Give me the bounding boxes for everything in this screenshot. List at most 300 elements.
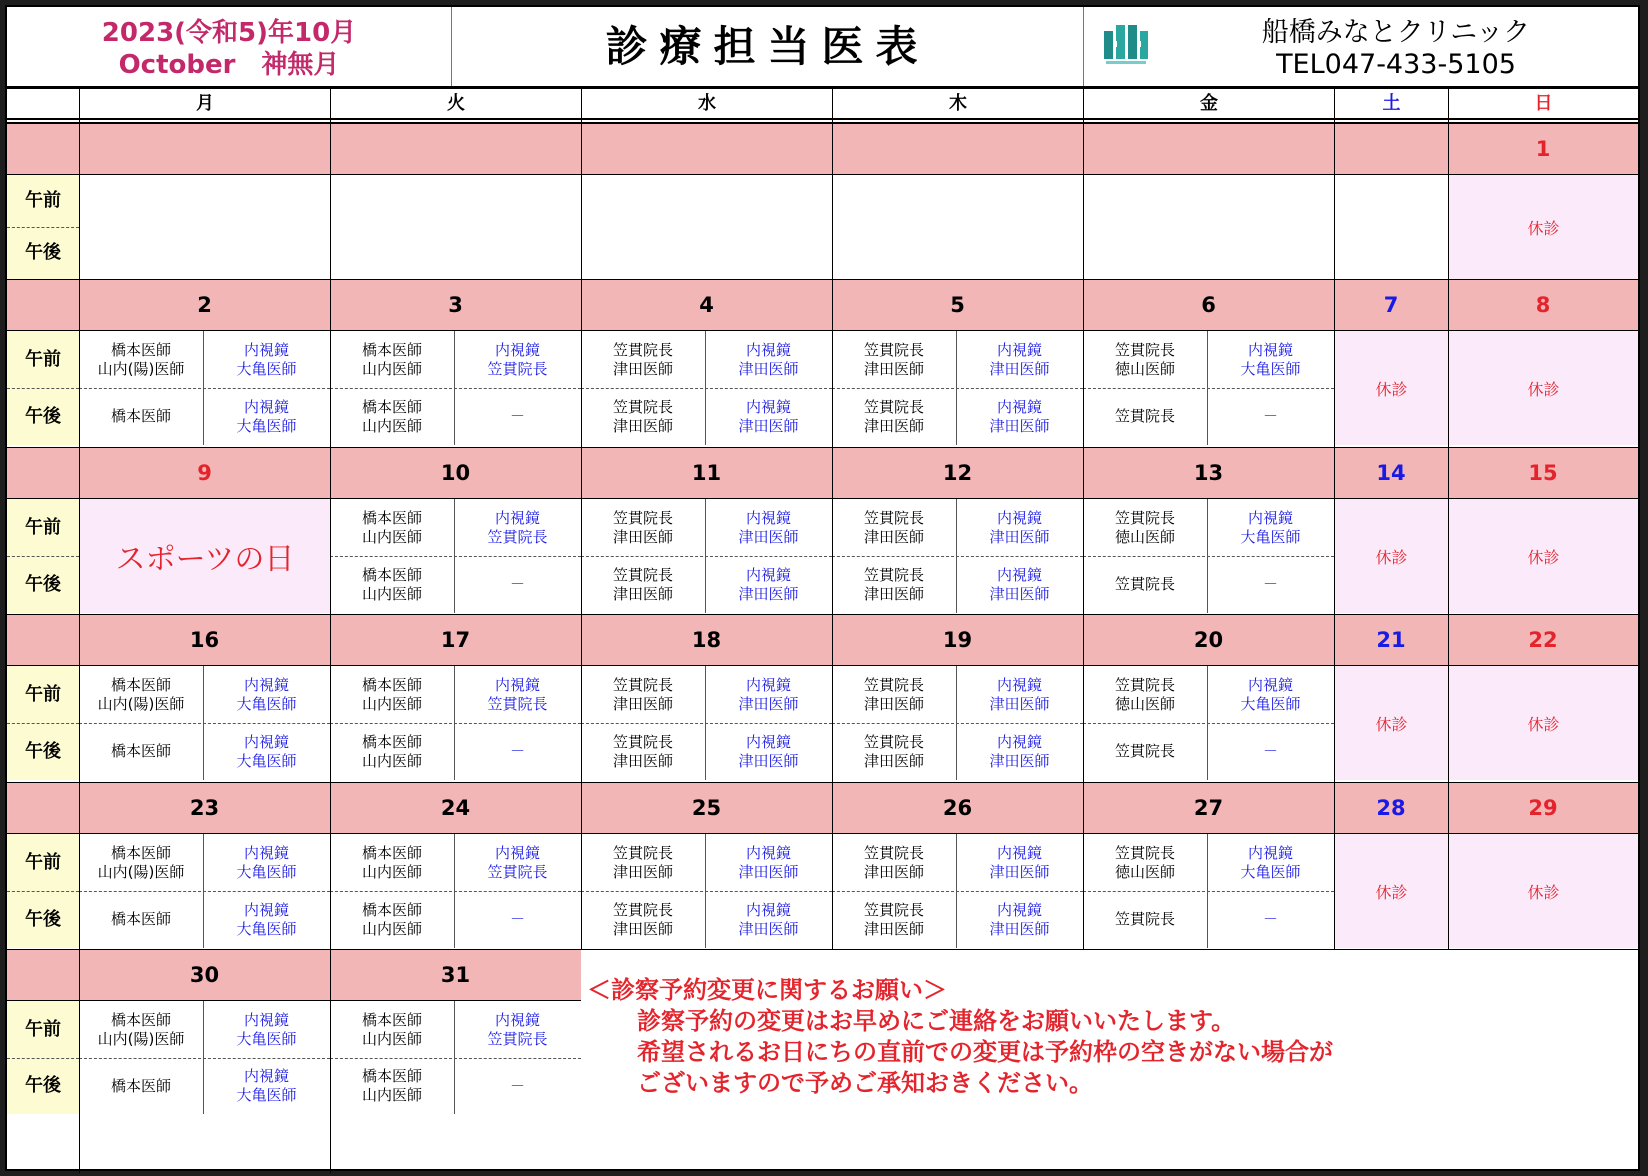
cell-line: 内視鏡 [996, 900, 1042, 919]
doctor-cell [1083, 499, 1207, 556]
cell-line: 津田医師 [863, 359, 924, 378]
cell-line: 山内医師 [361, 359, 422, 378]
cell-line: 内視鏡 [494, 843, 540, 862]
endoscopy-cell [203, 723, 330, 780]
doctor-cell [581, 556, 705, 613]
cell-line: 大亀医師 [236, 919, 297, 938]
notice-line: ございますので予めご承知おきください。 [637, 1069, 1093, 1097]
cell-line: 内視鏡 [243, 1067, 289, 1085]
am-label: 午前 [7, 666, 79, 723]
row-divider [7, 723, 79, 724]
day-number [330, 123, 581, 175]
cell-line: 笠貫院長 [1114, 508, 1175, 527]
endoscopy-cell [1207, 723, 1334, 780]
column-line [79, 89, 80, 1173]
cell-line: 笠貫院長 [612, 675, 673, 694]
doctor-cell [330, 556, 454, 613]
cell-line: 内視鏡 [1247, 340, 1293, 359]
cell-line: 内視鏡 [996, 508, 1042, 527]
day-number: 10 [440, 461, 471, 485]
doctor-cell [330, 331, 454, 388]
cell-line: 山内(陽)医師 [97, 862, 185, 881]
cell-line: 内視鏡 [494, 508, 540, 527]
endoscopy-cell [956, 723, 1083, 780]
doctor-cell [79, 834, 203, 891]
cell-line: 山内医師 [361, 527, 422, 546]
endoscopy-cell [956, 388, 1083, 445]
doctor-cell [79, 891, 203, 948]
doctor-cell [832, 331, 956, 388]
cell-line: 大亀医師 [236, 1029, 297, 1048]
cell-line: 津田医師 [989, 919, 1050, 938]
cell-line: 津田医師 [738, 862, 799, 881]
cell-line: 笠貫院長 [1114, 843, 1175, 862]
cell-line: 山内医師 [361, 584, 422, 603]
doctor-cell [330, 499, 454, 556]
doctor-cell [1083, 666, 1207, 723]
cell-line: 橋本医師 [361, 843, 422, 862]
cell-line: 笠貫院長 [863, 340, 924, 359]
day-number: 23 [189, 796, 220, 820]
closed-cell: 休診 [1449, 175, 1638, 279]
doctor-cell [832, 556, 956, 613]
cell-line: 津田医師 [989, 751, 1050, 770]
cell-line: 橋本医師 [361, 565, 422, 584]
cell-line: 笠貫院長 [487, 359, 548, 378]
notice-box [587, 975, 1333, 1099]
weekday-header: 金 [1083, 89, 1334, 118]
cell-line: 津田医師 [863, 919, 924, 938]
cell-line: 笠貫院長 [612, 397, 673, 416]
column-line [1334, 89, 1335, 949]
closed-cell: 休診 [1335, 834, 1448, 948]
cell-line: 津田医師 [989, 584, 1050, 603]
cell-line: 徳山医師 [1114, 527, 1175, 546]
cell-line: 笠貫院長 [1114, 910, 1175, 928]
day-number: 22 [1528, 628, 1558, 652]
pm-label: 午後 [7, 227, 79, 279]
day-number: 17 [440, 628, 471, 652]
doctor-cell [1083, 556, 1207, 613]
day-number: 4 [699, 293, 714, 317]
day-number: 20 [1193, 628, 1224, 652]
endoscopy-cell [454, 666, 581, 723]
cell-line: 津田医師 [612, 862, 673, 881]
endoscopy-cell [956, 666, 1083, 723]
am-label: 午前 [7, 175, 79, 227]
cell-line: 橋本医師 [110, 675, 171, 694]
cell-line: 笠貫院長 [1114, 675, 1175, 694]
day-number: 14 [1376, 461, 1406, 485]
endoscopy-cell [1207, 666, 1334, 723]
cell-line: 津田医師 [863, 862, 924, 881]
doctor-cell [330, 834, 454, 891]
day-number: 13 [1193, 461, 1224, 485]
row-divider [7, 949, 1638, 950]
doctor-cell [832, 388, 956, 445]
endoscopy-cell [454, 388, 581, 445]
cell-line: 津田医師 [989, 359, 1050, 378]
cell-line: 内視鏡 [243, 1010, 289, 1029]
row-divider [7, 388, 79, 389]
cell-line: 橋本医師 [361, 397, 422, 416]
cell-line: 津田医師 [989, 862, 1050, 881]
cell-line: 内視鏡 [745, 565, 791, 584]
doctor-cell [79, 388, 203, 445]
cell-line: 笠貫院長 [487, 527, 548, 546]
endoscopy-cell [454, 331, 581, 388]
cell-line: 徳山医師 [1114, 359, 1175, 378]
cell-line: 大亀医師 [1240, 359, 1301, 378]
endoscopy-cell [1207, 499, 1334, 556]
endoscopy-cell [956, 834, 1083, 891]
cell-line: 橋本医師 [361, 508, 422, 527]
doctor-cell [581, 834, 705, 891]
day-number: 24 [440, 796, 471, 820]
doctor-cell [330, 1058, 454, 1114]
cell-line: 津田医師 [738, 694, 799, 713]
doctor-cell [832, 891, 956, 948]
day-number: 16 [189, 628, 220, 652]
day-number: 2 [197, 293, 212, 317]
endoscopy-cell [956, 331, 1083, 388]
cell-line: 内視鏡 [996, 732, 1042, 751]
endoscopy-cell [1207, 388, 1334, 445]
cell-line: 津田医師 [612, 359, 673, 378]
cell-line: 笠貫院長 [863, 900, 924, 919]
weekday-header: 月 [79, 89, 330, 118]
cell-line: 内視鏡 [1247, 675, 1293, 694]
day-number: 9 [197, 461, 212, 485]
cell-line: 笠貫院長 [612, 565, 673, 584]
cell-line: 津田医師 [989, 527, 1050, 546]
endoscopy-cell [705, 331, 832, 388]
cell-line: 山内医師 [361, 862, 422, 881]
cell-line: 笠貫院長 [863, 675, 924, 694]
closed-cell: 休診 [1335, 499, 1448, 613]
cell-line: 笠貫院長 [612, 340, 673, 359]
endoscopy-cell [705, 891, 832, 948]
pm-label: 午後 [7, 723, 79, 780]
endoscopy-cell [454, 723, 581, 780]
schedule-sheet [5, 5, 1640, 1171]
cell-line: 内視鏡 [996, 340, 1042, 359]
cell-line: 山内(陽)医師 [97, 359, 185, 378]
endoscopy-cell [203, 834, 330, 891]
pm-label: 午後 [7, 388, 79, 445]
closed-cell: 休診 [1449, 666, 1638, 780]
cell-line: 内視鏡 [996, 565, 1042, 584]
cell-line: 内視鏡 [745, 508, 791, 527]
cell-line: 笠貫院長 [1114, 340, 1175, 359]
endoscopy-cell [454, 556, 581, 613]
cell-line: 内視鏡 [494, 340, 540, 359]
cell-line: － [1262, 910, 1278, 928]
cell-line: 内視鏡 [243, 732, 289, 751]
cell-line: 笠貫院長 [863, 732, 924, 751]
cell-line: 津田医師 [738, 527, 799, 546]
closed-cell: 休診 [1449, 331, 1638, 445]
endoscopy-cell [203, 1001, 330, 1058]
cell-line: 橋本医師 [110, 1010, 171, 1029]
cell-line: 内視鏡 [996, 843, 1042, 862]
endoscopy-cell [705, 666, 832, 723]
cell-line: 内視鏡 [1247, 508, 1293, 527]
cell-line: 笠貫院長 [612, 900, 673, 919]
cell-line: 橋本医師 [361, 1067, 422, 1085]
day-number: 15 [1528, 461, 1558, 485]
clinic-phone: TEL047-433-5105 [1276, 49, 1516, 80]
cell-line: 笠貫院長 [863, 843, 924, 862]
endoscopy-cell [203, 666, 330, 723]
endoscopy-cell [203, 891, 330, 948]
cell-line: 山内医師 [361, 1086, 422, 1104]
endoscopy-cell [1207, 556, 1334, 613]
endoscopy-cell [1207, 891, 1334, 948]
cell-line: 津田医師 [738, 359, 799, 378]
endoscopy-cell [705, 834, 832, 891]
weekday-header: 水 [581, 89, 832, 118]
cell-line: 津田医師 [863, 527, 924, 546]
clinic-logo-icon [1102, 21, 1150, 67]
day-number: 12 [942, 461, 973, 485]
cell-line: 大亀医師 [1240, 862, 1301, 881]
am-label: 午前 [7, 331, 79, 388]
page-title: 診療担当医表 [452, 7, 1084, 87]
day-number: 7 [1383, 293, 1399, 317]
month-heading-en: October 神無月 [118, 50, 340, 80]
endoscopy-cell [454, 834, 581, 891]
doctor-cell [79, 1001, 203, 1058]
closed-cell: 休診 [1335, 331, 1448, 445]
doctor-cell [581, 388, 705, 445]
cell-line: 津田医師 [612, 694, 673, 713]
cell-line: 内視鏡 [494, 675, 540, 694]
day-number [1334, 123, 1448, 175]
cell-line: 笠貫院長 [1114, 742, 1175, 760]
closed-cell: 休診 [1335, 666, 1448, 780]
column-line [1083, 89, 1084, 949]
cell-line: － [1262, 575, 1278, 593]
cell-line: 内視鏡 [996, 675, 1042, 694]
endoscopy-cell [956, 499, 1083, 556]
cell-line: － [1262, 407, 1278, 425]
day-number: 6 [1201, 293, 1216, 317]
cell-line: 内視鏡 [745, 900, 791, 919]
day-number: 30 [189, 963, 220, 987]
endoscopy-cell [956, 556, 1083, 613]
endoscopy-cell [203, 1058, 330, 1114]
endoscopy-cell [454, 1058, 581, 1114]
cell-line: 津田医師 [863, 694, 924, 713]
cell-line: 内視鏡 [243, 675, 289, 694]
weekday-header: 土 [1334, 89, 1448, 118]
endoscopy-cell [1207, 331, 1334, 388]
day-number: 29 [1528, 796, 1558, 820]
day-number [1083, 123, 1334, 175]
cell-line: 橋本医師 [361, 1010, 422, 1029]
doctor-cell [581, 331, 705, 388]
cell-line: 津田医師 [863, 416, 924, 435]
cell-line: 津田医師 [612, 751, 673, 770]
cell-line: 笠貫院長 [1114, 575, 1175, 593]
day-number: 26 [942, 796, 973, 820]
cell-line: 笠貫院長 [612, 732, 673, 751]
row-divider [7, 227, 79, 228]
cell-line: 大亀医師 [236, 862, 297, 881]
clinic-info [1084, 7, 1638, 87]
endoscopy-cell [454, 499, 581, 556]
cell-line: 笠貫院長 [487, 694, 548, 713]
cell-line: 内視鏡 [996, 397, 1042, 416]
notice-line: 希望されるお日にちの直前での変更は予約枠の空きがない場合が [637, 1038, 1333, 1066]
day-number: 1 [1535, 137, 1551, 161]
column-line [581, 89, 582, 949]
cell-line: 内視鏡 [745, 340, 791, 359]
closed-cell: 休診 [1449, 499, 1638, 613]
doctor-cell [330, 666, 454, 723]
column-line [330, 89, 331, 1173]
cell-line: － [509, 910, 525, 928]
doctor-cell [330, 1001, 454, 1058]
cell-line: 津田医師 [612, 584, 673, 603]
cell-line: 橋本医師 [110, 742, 171, 760]
weekday-header: 火 [330, 89, 581, 118]
endoscopy-cell [705, 723, 832, 780]
closed-cell: 休診 [1449, 834, 1638, 948]
cell-line: 大亀医師 [236, 1086, 297, 1104]
cell-line: 山内医師 [361, 1029, 422, 1048]
cell-line: 内視鏡 [243, 843, 289, 862]
cell-line: 内視鏡 [745, 843, 791, 862]
cell-line: 橋本医師 [110, 1076, 171, 1095]
cell-line: 橋本医師 [110, 843, 171, 862]
row-divider [7, 556, 79, 557]
month-heading [7, 7, 452, 87]
row-divider [7, 891, 79, 892]
endoscopy-cell [1207, 834, 1334, 891]
cell-line: 橋本医師 [110, 407, 171, 425]
cell-line: 橋本医師 [110, 340, 171, 359]
doctor-cell [79, 331, 203, 388]
cell-line: 笠貫院長 [863, 508, 924, 527]
cell-line: 津田医師 [612, 919, 673, 938]
doctor-cell [1083, 331, 1207, 388]
cell-line: 笠貫院長 [863, 397, 924, 416]
day-number: 18 [691, 628, 722, 652]
cell-line: 津田医師 [738, 584, 799, 603]
cell-line: 笠貫院長 [863, 565, 924, 584]
doctor-cell [79, 1058, 203, 1114]
cell-line: 津田医師 [738, 919, 799, 938]
notice-title: ＜診察予約変更に関するお願い＞ [587, 976, 947, 1004]
cell-line: 山内医師 [361, 694, 422, 713]
clinic-name: 船橋みなとクリニック [1261, 17, 1531, 48]
cell-line: 山内医師 [361, 919, 422, 938]
endoscopy-cell [705, 499, 832, 556]
day-number: 19 [942, 628, 973, 652]
endoscopy-cell [454, 1001, 581, 1058]
endoscopy-cell [454, 891, 581, 948]
cell-line: 大亀医師 [236, 359, 297, 378]
am-label: 午前 [7, 834, 79, 891]
cell-line: 山内医師 [361, 751, 422, 770]
column-line [832, 89, 833, 949]
pm-label: 午後 [7, 891, 79, 948]
cell-line: 笠貫院長 [612, 508, 673, 527]
day-number: 31 [440, 963, 471, 987]
cell-line: 山内(陽)医師 [97, 694, 185, 713]
doctor-cell [581, 666, 705, 723]
cell-line: － [509, 575, 525, 593]
cell-line: 橋本医師 [361, 732, 422, 751]
cell-line: 大亀医師 [1240, 694, 1301, 713]
doctor-cell [330, 723, 454, 780]
pm-label: 午後 [7, 1058, 79, 1114]
day-number: 8 [1535, 293, 1551, 317]
cell-line: 津田医師 [863, 584, 924, 603]
cell-line: 津田医師 [989, 694, 1050, 713]
cell-line: 内視鏡 [243, 340, 289, 359]
cell-line: 内視鏡 [494, 1010, 540, 1029]
cell-line: － [509, 407, 525, 425]
endoscopy-cell [203, 388, 330, 445]
cell-line: 橋本医師 [110, 910, 171, 928]
cell-line: 笠貫院長 [487, 862, 548, 881]
doctor-cell [330, 388, 454, 445]
day-number [581, 123, 832, 175]
endoscopy-cell [705, 388, 832, 445]
cell-line: 大亀医師 [1240, 527, 1301, 546]
cell-line: 津田医師 [863, 751, 924, 770]
doctor-cell [330, 891, 454, 948]
am-label: 午前 [7, 499, 79, 556]
cell-line: 津田医師 [612, 416, 673, 435]
cell-line: 笠貫院長 [1114, 407, 1175, 425]
row-divider [7, 1058, 79, 1059]
cell-line: 山内(陽)医師 [97, 1029, 185, 1048]
doctor-cell [832, 723, 956, 780]
holiday-cell: スポーツの日 [80, 499, 330, 613]
cell-line: － [1262, 742, 1278, 760]
month-heading-jp: 2023(令和5)年10月 [101, 18, 357, 48]
cell-line: 津田医師 [989, 416, 1050, 435]
cell-line: 内視鏡 [745, 397, 791, 416]
weekday-header: 木 [832, 89, 1083, 118]
day-number [832, 123, 1083, 175]
pm-label: 午後 [7, 556, 79, 613]
notice-line: 診察予約の変更はお早めにご連絡をお願いいたします。 [637, 1007, 1236, 1035]
cell-line: 内視鏡 [243, 397, 289, 416]
doctor-cell [832, 834, 956, 891]
cell-line: 津田医師 [738, 751, 799, 770]
cell-line: 大亀医師 [236, 694, 297, 713]
cell-line: 津田医師 [738, 416, 799, 435]
doctor-cell [581, 499, 705, 556]
endoscopy-cell [705, 556, 832, 613]
cell-line: 橋本医師 [361, 340, 422, 359]
day-number: 28 [1376, 796, 1406, 820]
doctor-cell [79, 723, 203, 780]
column-line [1448, 89, 1449, 949]
cell-line: 内視鏡 [745, 732, 791, 751]
cell-line: 笠貫院長 [612, 843, 673, 862]
cell-line: 徳山医師 [1114, 694, 1175, 713]
cell-line: 津田医師 [612, 527, 673, 546]
weekday-header: 日 [1448, 89, 1638, 118]
cell-line: 笠貫院長 [487, 1029, 548, 1048]
endoscopy-cell [203, 331, 330, 388]
